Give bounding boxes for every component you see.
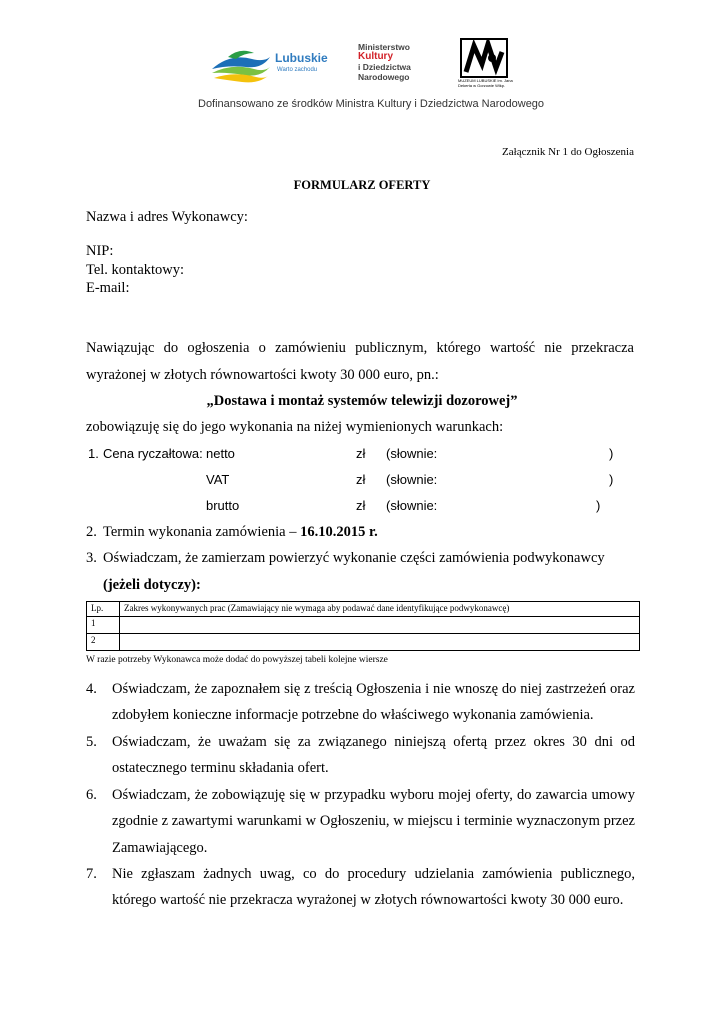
nip-label: NIP: xyxy=(86,243,114,259)
table-cell-lp: 2 xyxy=(87,634,120,651)
item-3-text: Oświadczam, że zamierzam powierzyć wykonanie części zamówienia podwykonawcy xyxy=(103,550,605,566)
price-brutto-words: (słownie: xyxy=(386,498,438,513)
ministry-logo-line3: i Dziedzictwa xyxy=(358,62,411,72)
table-header-scope: Zakres wykonywanych prac (Zamawiający nie wymaga aby podawać dane identyfikujące podwykonawcę) xyxy=(120,602,640,617)
lubuskie-logo-name: Lubuskie xyxy=(275,51,328,65)
statement-6-number: 6. xyxy=(86,787,97,803)
statement-7-line-2: którego wartość nie przekracza wyrażonej w złotych równowartości kwoty 30 000 euro. xyxy=(112,892,624,908)
lubuskie-logo xyxy=(210,45,340,87)
statement-6-line-3: Zamawiającego. xyxy=(112,840,208,856)
table-header-lp: Lp. xyxy=(87,602,120,617)
item-2-text xyxy=(103,524,378,541)
price-netto-label: netto xyxy=(206,446,235,461)
statement-4-line-1: Oświadczam, że zapoznałem się z treścią Ogłoszenia i nie wnoszę do niej zastrzeżeń oraz xyxy=(112,681,635,697)
deadline-label: Termin wykonania zamówienia – xyxy=(103,524,301,540)
price-netto-words: (słownie: xyxy=(386,446,438,461)
price-label: Cena ryczałtowa: xyxy=(103,446,203,461)
order-subject: „Dostawa i montaż systemów telewizji dozorowej” xyxy=(206,393,518,409)
museum-logo xyxy=(456,38,518,102)
ministry-logo xyxy=(358,42,430,88)
intro-line-1: Nawiązując do ogłoszenia o zamówieniu publicznym, którego wartość nie przekracza xyxy=(86,340,634,356)
table-cell-lp: 1 xyxy=(87,617,120,634)
statement-6-line-2: zgodnie z zawartymi warunkami w Ogłoszeniu, w miejscu i terminie wyznaczonym przez xyxy=(112,813,635,829)
phone-label: Tel. kontaktowy: xyxy=(86,262,185,278)
item-3-number: 3. xyxy=(86,550,97,566)
ministry-logo-line2: Kultury xyxy=(358,51,393,62)
deadline-date: 16.10.2015 r. xyxy=(300,524,378,540)
price-vat-currency: zł xyxy=(356,472,366,487)
statement-4-line-2: zdobyłem konieczne informacje potrzebne do właściwego wykonania zamówienia. xyxy=(112,707,594,723)
ministry-logo-line4: Narodowego xyxy=(358,72,410,82)
price-item-number: 1. xyxy=(88,446,99,461)
price-vat-words: (słownie: xyxy=(386,472,438,487)
price-brutto-currency: zł xyxy=(356,498,366,513)
commitment-line: zobowiązuję się do jego wykonania na niżej wymienionych warunkach: xyxy=(86,419,504,435)
statement-7-line-1: Nie zgłaszam żadnych uwag, co do procedury udzielania zamówienia publicznego, xyxy=(112,866,635,882)
table-footnote: W razie potrzeby Wykonawca może dodać do powyższej tabeli kolejne wiersze xyxy=(86,655,388,665)
table-cell-scope[interactable] xyxy=(120,634,640,651)
price-brutto-label: brutto xyxy=(206,498,240,513)
email-label: E-mail: xyxy=(86,280,130,296)
statement-5-line-1: Oświadczam, że uważam się za związanego niniejszą ofertą przez okres 30 dni od xyxy=(112,734,635,750)
ministry-logo-line1: Ministerstwo xyxy=(358,42,410,52)
intro-line-2: wyrażonej w złotych równowartości kwoty 30 000 euro, pn.: xyxy=(86,367,439,383)
subcontract-table xyxy=(86,601,640,651)
page-title: FORMULARZ OFERTY xyxy=(293,178,431,192)
table-header-row xyxy=(87,602,640,617)
price-netto-currency: zł xyxy=(356,446,366,461)
statement-6-line-1: Oświadczam, że zobowiązuję się w przypadku wyboru mojej oferty, do zawarcia umowy xyxy=(112,787,635,803)
museum-emblem-icon xyxy=(460,38,508,78)
table-row xyxy=(87,634,640,651)
statement-4-number: 4. xyxy=(86,681,97,697)
statement-5-line-2: ostatecznego terminu składania ofert. xyxy=(112,760,329,776)
museum-logo-text: MUZEUM LUBUSKIE im. Jana Dekerta w Gorzowie Wlkp. xyxy=(458,78,513,88)
funding-notice: Dofinansowano ze środków Ministra Kultury i Dziedzictwa Narodowego xyxy=(198,98,545,110)
contractor-name-address-label: Nazwa i adres Wykonawcy: xyxy=(86,209,248,225)
lubuskie-logo-tagline: Warto zachodu xyxy=(277,67,318,73)
statement-5-number: 5. xyxy=(86,734,97,750)
item-3-note: (jeżeli dotyczy): xyxy=(103,577,201,593)
price-vat-close: ) xyxy=(609,472,614,487)
annex-label: Załącznik Nr 1 do Ogłoszenia xyxy=(502,146,634,158)
item-2-number: 2. xyxy=(86,524,97,540)
price-brutto-close: ) xyxy=(596,498,601,513)
price-netto-close: ) xyxy=(609,446,614,461)
statement-7-number: 7. xyxy=(86,866,97,882)
lubuskie-emblem-icon xyxy=(210,45,272,85)
price-vat-label: VAT xyxy=(206,472,230,487)
table-cell-scope[interactable] xyxy=(120,617,640,634)
table-row xyxy=(87,617,640,634)
